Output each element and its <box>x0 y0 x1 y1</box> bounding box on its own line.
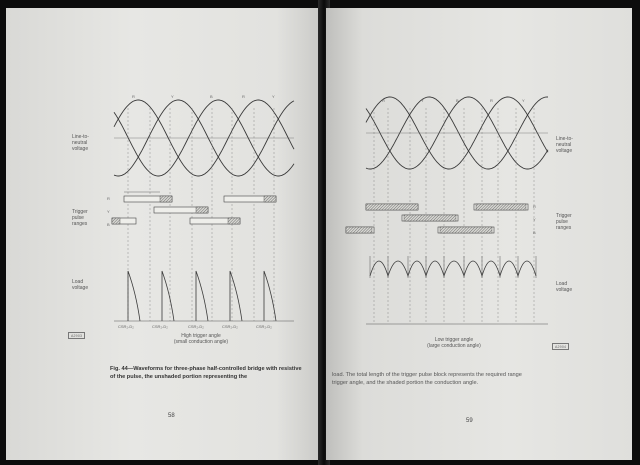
phase-letter: Y <box>522 98 525 103</box>
phase-letter: Y <box>171 94 174 99</box>
load-ripple <box>370 261 536 276</box>
row-letter-y: Y <box>533 217 536 222</box>
page-number: 58 <box>168 413 175 419</box>
phase-letter: B <box>456 98 459 103</box>
phase-letter: Y <box>272 94 275 99</box>
conduction-label: CSR₂-D₂ <box>188 324 204 329</box>
trigger-pulse-label: Trigger pulse ranges <box>72 209 88 227</box>
row-letter-y: Y <box>107 209 110 214</box>
row-letter-r: R <box>533 204 536 209</box>
load-pulse <box>264 271 276 321</box>
phase-letter: R <box>132 94 135 99</box>
chart-title: High trigger angle (small conduction angle) <box>173 333 229 345</box>
trigger-pulse-blocks <box>346 204 528 233</box>
phase-letter: R <box>382 98 385 103</box>
chart-title: Low trigger angle (large conduction angle) <box>427 337 481 349</box>
row-letter-b: B <box>107 222 110 227</box>
phase-letter: B <box>210 94 213 99</box>
load-voltage-ripple <box>370 256 536 278</box>
conduction-shade <box>404 215 456 221</box>
line-voltage-label: Line-to- neutral voltage <box>72 134 89 152</box>
row-letter-b: B <box>533 230 536 235</box>
load-pulse <box>162 271 174 321</box>
conduction-label: CSR₂-D₂ <box>118 324 134 329</box>
conduction-label: CSR₂-D₂ <box>152 324 168 329</box>
right-waveform-diagram <box>326 8 632 460</box>
conduction-label: CSR₂-D₂ <box>222 324 238 329</box>
conduction-shade <box>112 218 120 224</box>
load-voltage-label: Load voltage <box>72 279 89 291</box>
phase-letter: R <box>242 94 245 99</box>
conduction-shade <box>160 196 172 202</box>
load-pulse <box>196 271 208 321</box>
row-letter-r: R <box>107 196 110 201</box>
load-pulse <box>128 271 140 321</box>
line-voltage-label: Line-to- neutral voltage <box>556 136 573 154</box>
figure-caption: Fig. 44—Waveforms for three-phase half-controlled bridge with resistive of the pulse, the unshaded portion representing the <box>110 366 302 380</box>
conduction-shade <box>346 227 372 233</box>
figure-stamp: A2904 <box>552 343 569 350</box>
conduction-shade <box>476 204 526 210</box>
conduction-shade <box>440 227 492 233</box>
trigger-pulse-label: Trigger pulse ranges <box>556 213 572 231</box>
trigger-pulse-blocks <box>112 192 276 224</box>
phase-letter: Y <box>421 98 424 103</box>
load-voltage-label: Load voltage <box>556 281 573 293</box>
conduction-shade <box>196 207 208 213</box>
left-page <box>6 8 324 460</box>
conduction-shade <box>228 218 240 224</box>
conduction-shade <box>366 204 418 210</box>
conduction-label: CSR₂-D₂ <box>256 324 272 329</box>
phase-letter: R <box>490 98 493 103</box>
page-number: 59 <box>466 418 473 424</box>
conduction-shade <box>264 196 276 202</box>
right-page <box>326 8 632 460</box>
left-waveform-diagram <box>6 8 324 460</box>
figure-caption: load. The total length of the trigger pulse block represents the required range trigger angle, and the shaded portion the conduction angle. <box>332 372 522 386</box>
figure-stamp: A2903 <box>68 332 85 339</box>
